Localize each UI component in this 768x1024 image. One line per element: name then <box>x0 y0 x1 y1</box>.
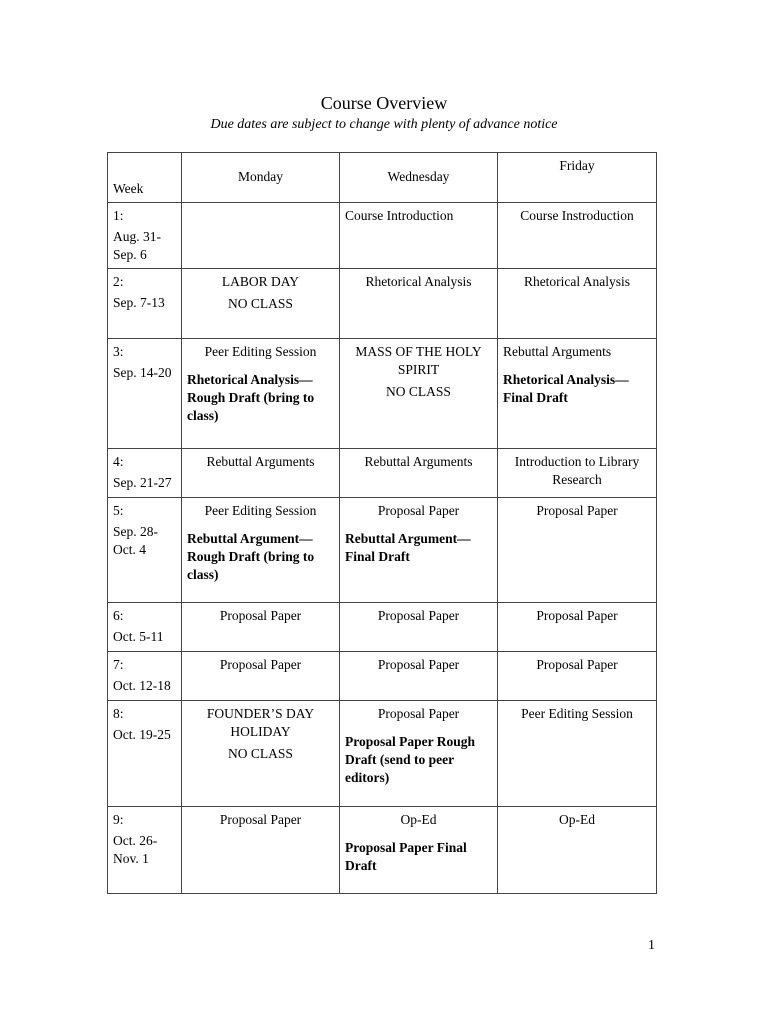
cell-text: Peer Editing Session <box>204 503 317 518</box>
cell-fri <box>498 449 657 498</box>
week-cell <box>108 652 182 701</box>
week-dates: Oct. 4 <box>113 542 146 557</box>
due-note: Proposal Paper Final Draft <box>345 840 467 873</box>
week-dates: Aug. 31- <box>113 229 161 244</box>
header-week: Week <box>108 153 182 203</box>
cell-mon <box>182 449 340 498</box>
cell-text: Proposal Paper <box>536 608 618 623</box>
week-dates: Sep. 28- <box>113 524 158 539</box>
table-row <box>108 701 657 807</box>
cell-text: Course Instroduction <box>520 208 634 223</box>
week-dates: Oct. 12-18 <box>113 678 171 693</box>
week-number: 6: <box>113 608 124 623</box>
week-dates: Sep. 14-20 <box>113 365 172 380</box>
cell-mon <box>182 603 340 652</box>
cell-mon <box>182 498 340 603</box>
cell-text: Proposal Paper <box>219 608 302 623</box>
week-number: 1: <box>113 208 124 223</box>
cell-text: Course Introduction <box>345 208 454 223</box>
cell-wed <box>340 603 498 652</box>
cell-wed <box>340 807 498 894</box>
cell-mon <box>182 269 340 339</box>
cell-wed <box>340 449 498 498</box>
page-number: 1 <box>648 938 655 953</box>
cell-text: Proposal Paper <box>536 657 618 672</box>
cell-text: Proposal Paper <box>377 608 460 623</box>
week-dates: Oct. 19-25 <box>113 727 171 742</box>
cell-text: Rebuttal Arguments <box>206 454 315 469</box>
page-title: Course Overview <box>320 93 448 113</box>
due-note: Rebuttal Argument—Rough Draft (bring to class) <box>187 531 315 582</box>
week-number: 9: <box>113 812 124 827</box>
header-row <box>108 153 657 203</box>
cell-fri <box>498 498 657 603</box>
cell-mon <box>182 339 340 449</box>
cell-text: Proposal Paper <box>536 503 618 518</box>
due-note: Rhetorical Analysis—Final Draft <box>503 372 629 405</box>
cell-text: Rebuttal Arguments <box>503 344 612 359</box>
cell-mon <box>182 652 340 701</box>
table-row <box>108 807 657 894</box>
cell-text: Peer Editing Session <box>204 344 317 359</box>
week-number: 5: <box>113 503 124 518</box>
cell-mon <box>182 807 340 894</box>
week-number: 2: <box>113 274 124 289</box>
week-cell <box>108 269 182 339</box>
week-dates: Sep. 21-27 <box>113 475 172 490</box>
due-note: Rebuttal Argument—Final Draft <box>345 531 471 564</box>
header-monday: Monday <box>182 153 340 203</box>
cell-text: Rebuttal Arguments <box>364 454 473 469</box>
table-row <box>108 652 657 701</box>
cell-text: Op-Ed <box>400 812 437 827</box>
table-row <box>108 603 657 652</box>
cell-mon <box>182 203 340 269</box>
table-row <box>108 449 657 498</box>
cell-text: Introduction to Library Research <box>514 454 640 487</box>
cell-text: Proposal Paper <box>219 657 302 672</box>
cell-fri <box>498 652 657 701</box>
cell-wed <box>340 203 498 269</box>
cell-text: NO CLASS <box>228 746 293 761</box>
header-wednesday: Wednesday <box>340 153 498 203</box>
cell-fri <box>498 203 657 269</box>
cell-text: Rhetorical Analysis <box>365 274 472 289</box>
week-cell <box>108 807 182 894</box>
cell-text: NO CLASS <box>386 384 451 399</box>
cell-text: MASS OF THE HOLY SPIRIT <box>355 344 482 377</box>
table-row <box>108 269 657 339</box>
table-row <box>108 339 657 449</box>
cell-wed <box>340 339 498 449</box>
table-row <box>108 203 657 269</box>
week-cell <box>108 449 182 498</box>
due-note: Rhetorical Analysis—Rough Draft (bring to class) <box>187 372 315 423</box>
cell-wed <box>340 269 498 339</box>
cell-fri <box>498 269 657 339</box>
cell-text: Proposal Paper <box>377 657 460 672</box>
week-cell <box>108 498 182 603</box>
week-cell <box>108 701 182 807</box>
cell-text: LABOR DAY <box>221 274 300 289</box>
week-number: 7: <box>113 657 124 672</box>
week-dates: Oct. 5-11 <box>113 629 164 644</box>
week-dates: Sep. 6 <box>113 247 147 262</box>
page-subtitle: Due dates are subject to change with plenty of advance notice <box>210 117 558 132</box>
cell-fri <box>498 701 657 807</box>
cell-text: Peer Editing Session <box>521 706 633 721</box>
week-number: 3: <box>113 344 124 359</box>
cell-text: Rhetorical Analysis <box>523 274 631 289</box>
cell-text: FOUNDER’S DAY HOLIDAY <box>206 706 315 739</box>
header-friday: Friday <box>498 153 657 203</box>
cell-text: Op-Ed <box>559 812 595 827</box>
cell-fri <box>498 603 657 652</box>
week-number: 4: <box>113 454 124 469</box>
due-note: Proposal Paper Rough Draft (send to peer editors) <box>345 734 476 785</box>
cell-text: Proposal Paper <box>377 503 460 518</box>
cell-wed <box>340 701 498 807</box>
week-cell <box>108 203 182 269</box>
cell-wed <box>340 498 498 603</box>
cell-mon <box>182 701 340 807</box>
table-row <box>108 498 657 603</box>
schedule-table <box>107 152 657 894</box>
cell-fri <box>498 339 657 449</box>
week-number: 8: <box>113 706 124 721</box>
week-dates: Sep. 7-13 <box>113 295 165 310</box>
week-cell <box>108 339 182 449</box>
week-dates: Nov. 1 <box>113 851 149 866</box>
week-cell <box>108 603 182 652</box>
cell-text: NO CLASS <box>228 296 293 311</box>
cell-text: Proposal Paper <box>377 706 460 721</box>
cell-wed <box>340 652 498 701</box>
cell-fri <box>498 807 657 894</box>
cell-text: Proposal Paper <box>219 812 302 827</box>
week-dates: Oct. 26- <box>113 833 158 848</box>
